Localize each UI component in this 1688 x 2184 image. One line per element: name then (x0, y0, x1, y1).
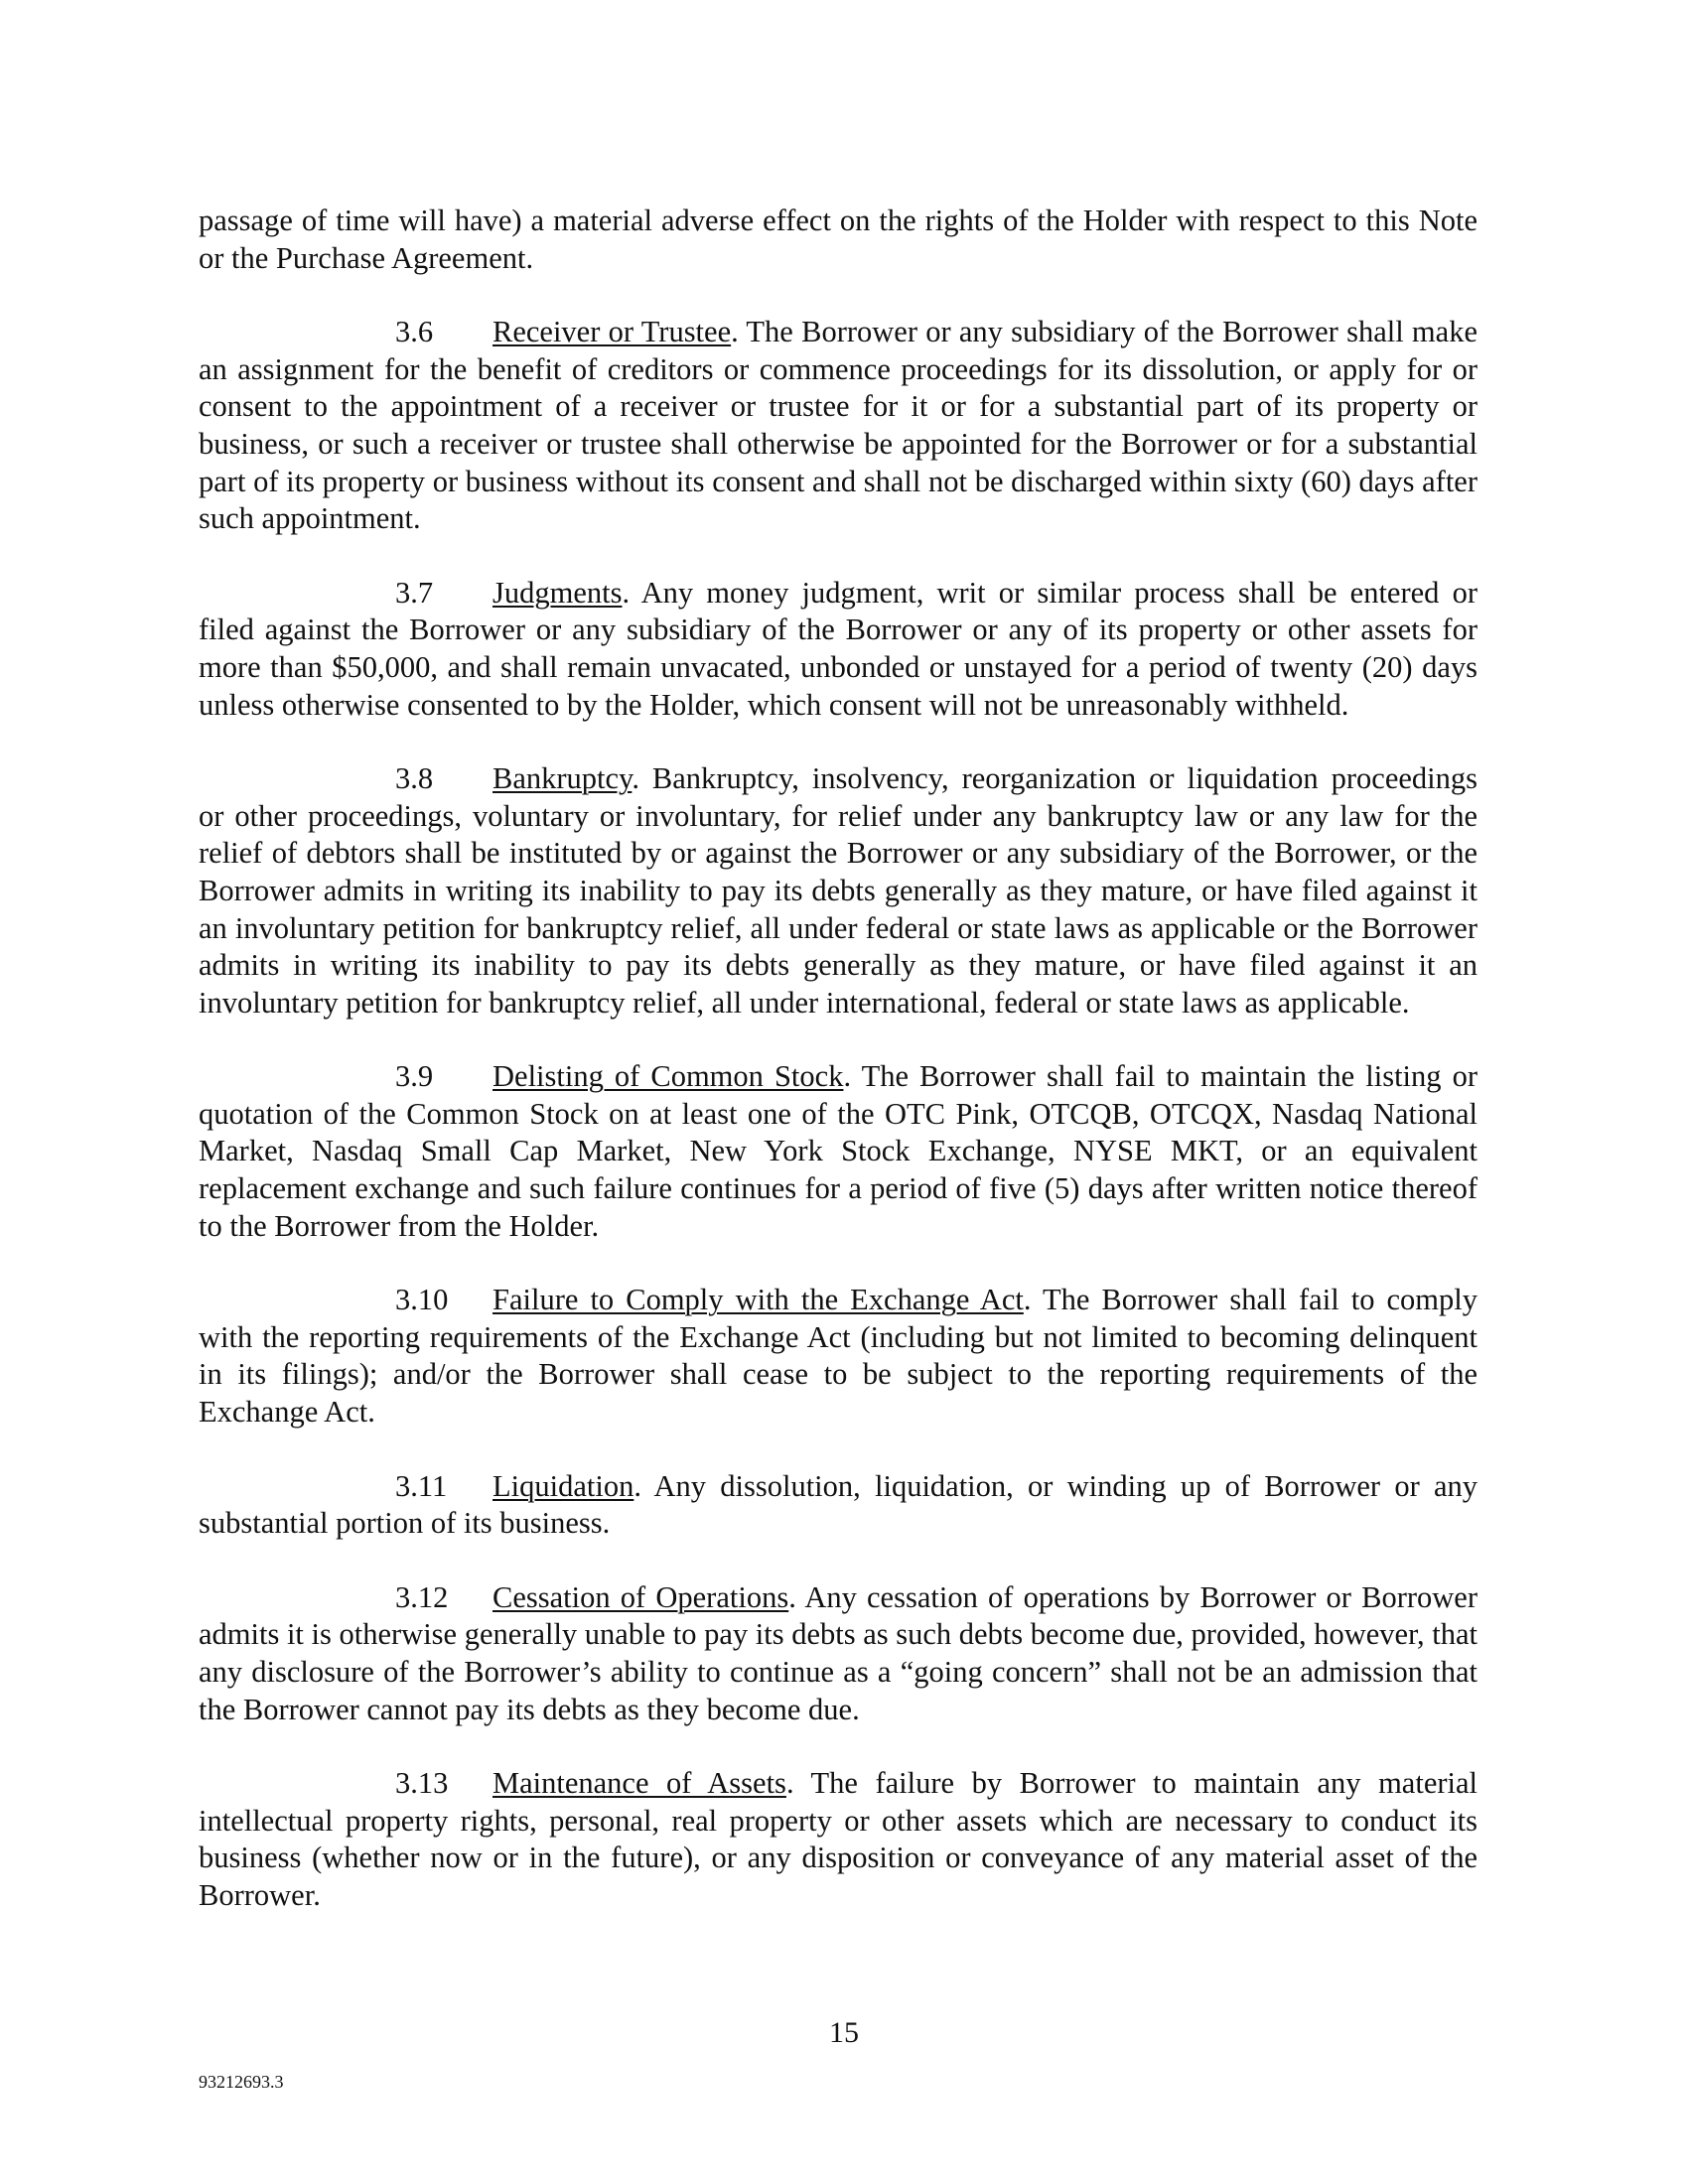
section-3-7 (199, 575, 1477, 724)
section-heading: Failure to Comply with the Exchange Act (492, 1283, 1024, 1317)
section-number: 3.9 (395, 1059, 434, 1094)
section-heading: Liquidation (492, 1468, 634, 1503)
section-heading: Maintenance of Assets (492, 1766, 786, 1801)
section-3-6 (199, 314, 1477, 538)
document-body (199, 203, 1477, 1915)
section-text: . The Borrower shall fail to maintain the listing or quotation of the Common Stock on at least one of the OTC Pink, OTCQB, OTCQX, Nasdaq National Market, Nasdaq Small Cap Market, New York Stock Exchange, NYSE MKT, or an equivalent replacement exchange and such failure continues for a period of five (5) days after written notice thereof to the Borrower from the Holder. (199, 1059, 1477, 1243)
section-heading: Cessation of Operations (492, 1579, 789, 1614)
section-number: 3.8 (395, 761, 434, 796)
continuation-paragraph: passage of time will have) a material adverse effect on the rights of the Holder with respect to this Note or the Purchase Agreement. (199, 204, 1477, 275)
section-text: . The Borrower or any subsidiary of the Borrower shall make an assignment for the benefit of creditors or commence proceedings for its dissolution, or apply for or consent to the appointment of a receiver or trustee for it or for a substantial part of its property or business, or such a receiver or trustee shall otherwise be appointed for the Borrower or for a substantial part of its property or business without its consent and shall not be discharged within sixty (60) days after such appointment. (199, 315, 1477, 536)
section-number: 3.6 (395, 315, 434, 349)
section-heading: Judgments (492, 575, 623, 610)
section-3-10 (199, 1282, 1477, 1431)
section-3-8 (199, 760, 1477, 1022)
section-text: . Bankruptcy, insolvency, reorganization or liquidation proceedings or other proceedings, voluntary or involuntary, for relief under any bankruptcy law or any law for the relief of debtors shall be instituted by or against the Borrower or any subsidiary of the Borrower, or the Borrower admits in writing its inability to pay its debts generally as they mature, or have filed against it an involuntary petition for bankruptcy relief, all under federal or state laws as applicable or the Borrower admits in writing its inability to pay its debts generally as they mature, or have filed against it an involuntary petition for bankruptcy relief, all under international, federal or state laws as applicable. (199, 761, 1477, 1020)
section-text: . The failure by Borrower to maintain any material intellectual property rights, personal, real property or other assets which are necessary to conduct its business (whether now or in the future), or any disposition or conveyance of any material asset of the Borrower. (199, 1766, 1478, 1912)
section-3-12 (199, 1579, 1477, 1728)
section-number: 3.7 (395, 575, 434, 610)
document-id: 93212693.3 (199, 2072, 284, 2092)
page-number: 15 (829, 2016, 859, 2049)
section-heading: Delisting of Common Stock (492, 1059, 844, 1094)
section-text: . Any money judgment, writ or similar process shall be entered or filed against the Borrower or any subsidiary of the Borrower or any of its property or other assets for more than $50,000, and shall remain unvacated, unbonded or unstayed for a period of twenty (20) days unless otherwise consented to by the Holder, which consent will not be unreasonably withheld. (199, 575, 1477, 722)
section-number: 3.13 (395, 1766, 449, 1801)
section-number: 3.12 (395, 1579, 449, 1614)
section-number: 3.11 (395, 1468, 448, 1503)
section-text: . Any cessation of operations by Borrower or Borrower admits it is otherwise generally unable to pay its debts as such debts become due, provided, however, that any disclosure of the Borrower’s ability to continue as a “going concern” shall not be an admission that the Borrower cannot pay its debts as they become due. (199, 1579, 1477, 1726)
section-3-9 (199, 1058, 1477, 1245)
section-3-11 (199, 1468, 1477, 1543)
section-heading: Receiver or Trustee (492, 315, 732, 349)
section-number: 3.10 (395, 1283, 449, 1317)
section-heading: Bankruptcy (492, 761, 633, 796)
section-text: . Any dissolution, liquidation, or winding up of Borrower or any substantial portion of its business. (199, 1468, 1477, 1541)
section-3-13 (199, 1765, 1477, 1914)
section-text: . The Borrower shall fail to comply with the reporting requirements of the Exchange Act (including but not limited to becoming delinquent in its filings); and/or the Borrower shall cease to be subject to the reporting requirements of the Exchange Act. (199, 1283, 1477, 1430)
